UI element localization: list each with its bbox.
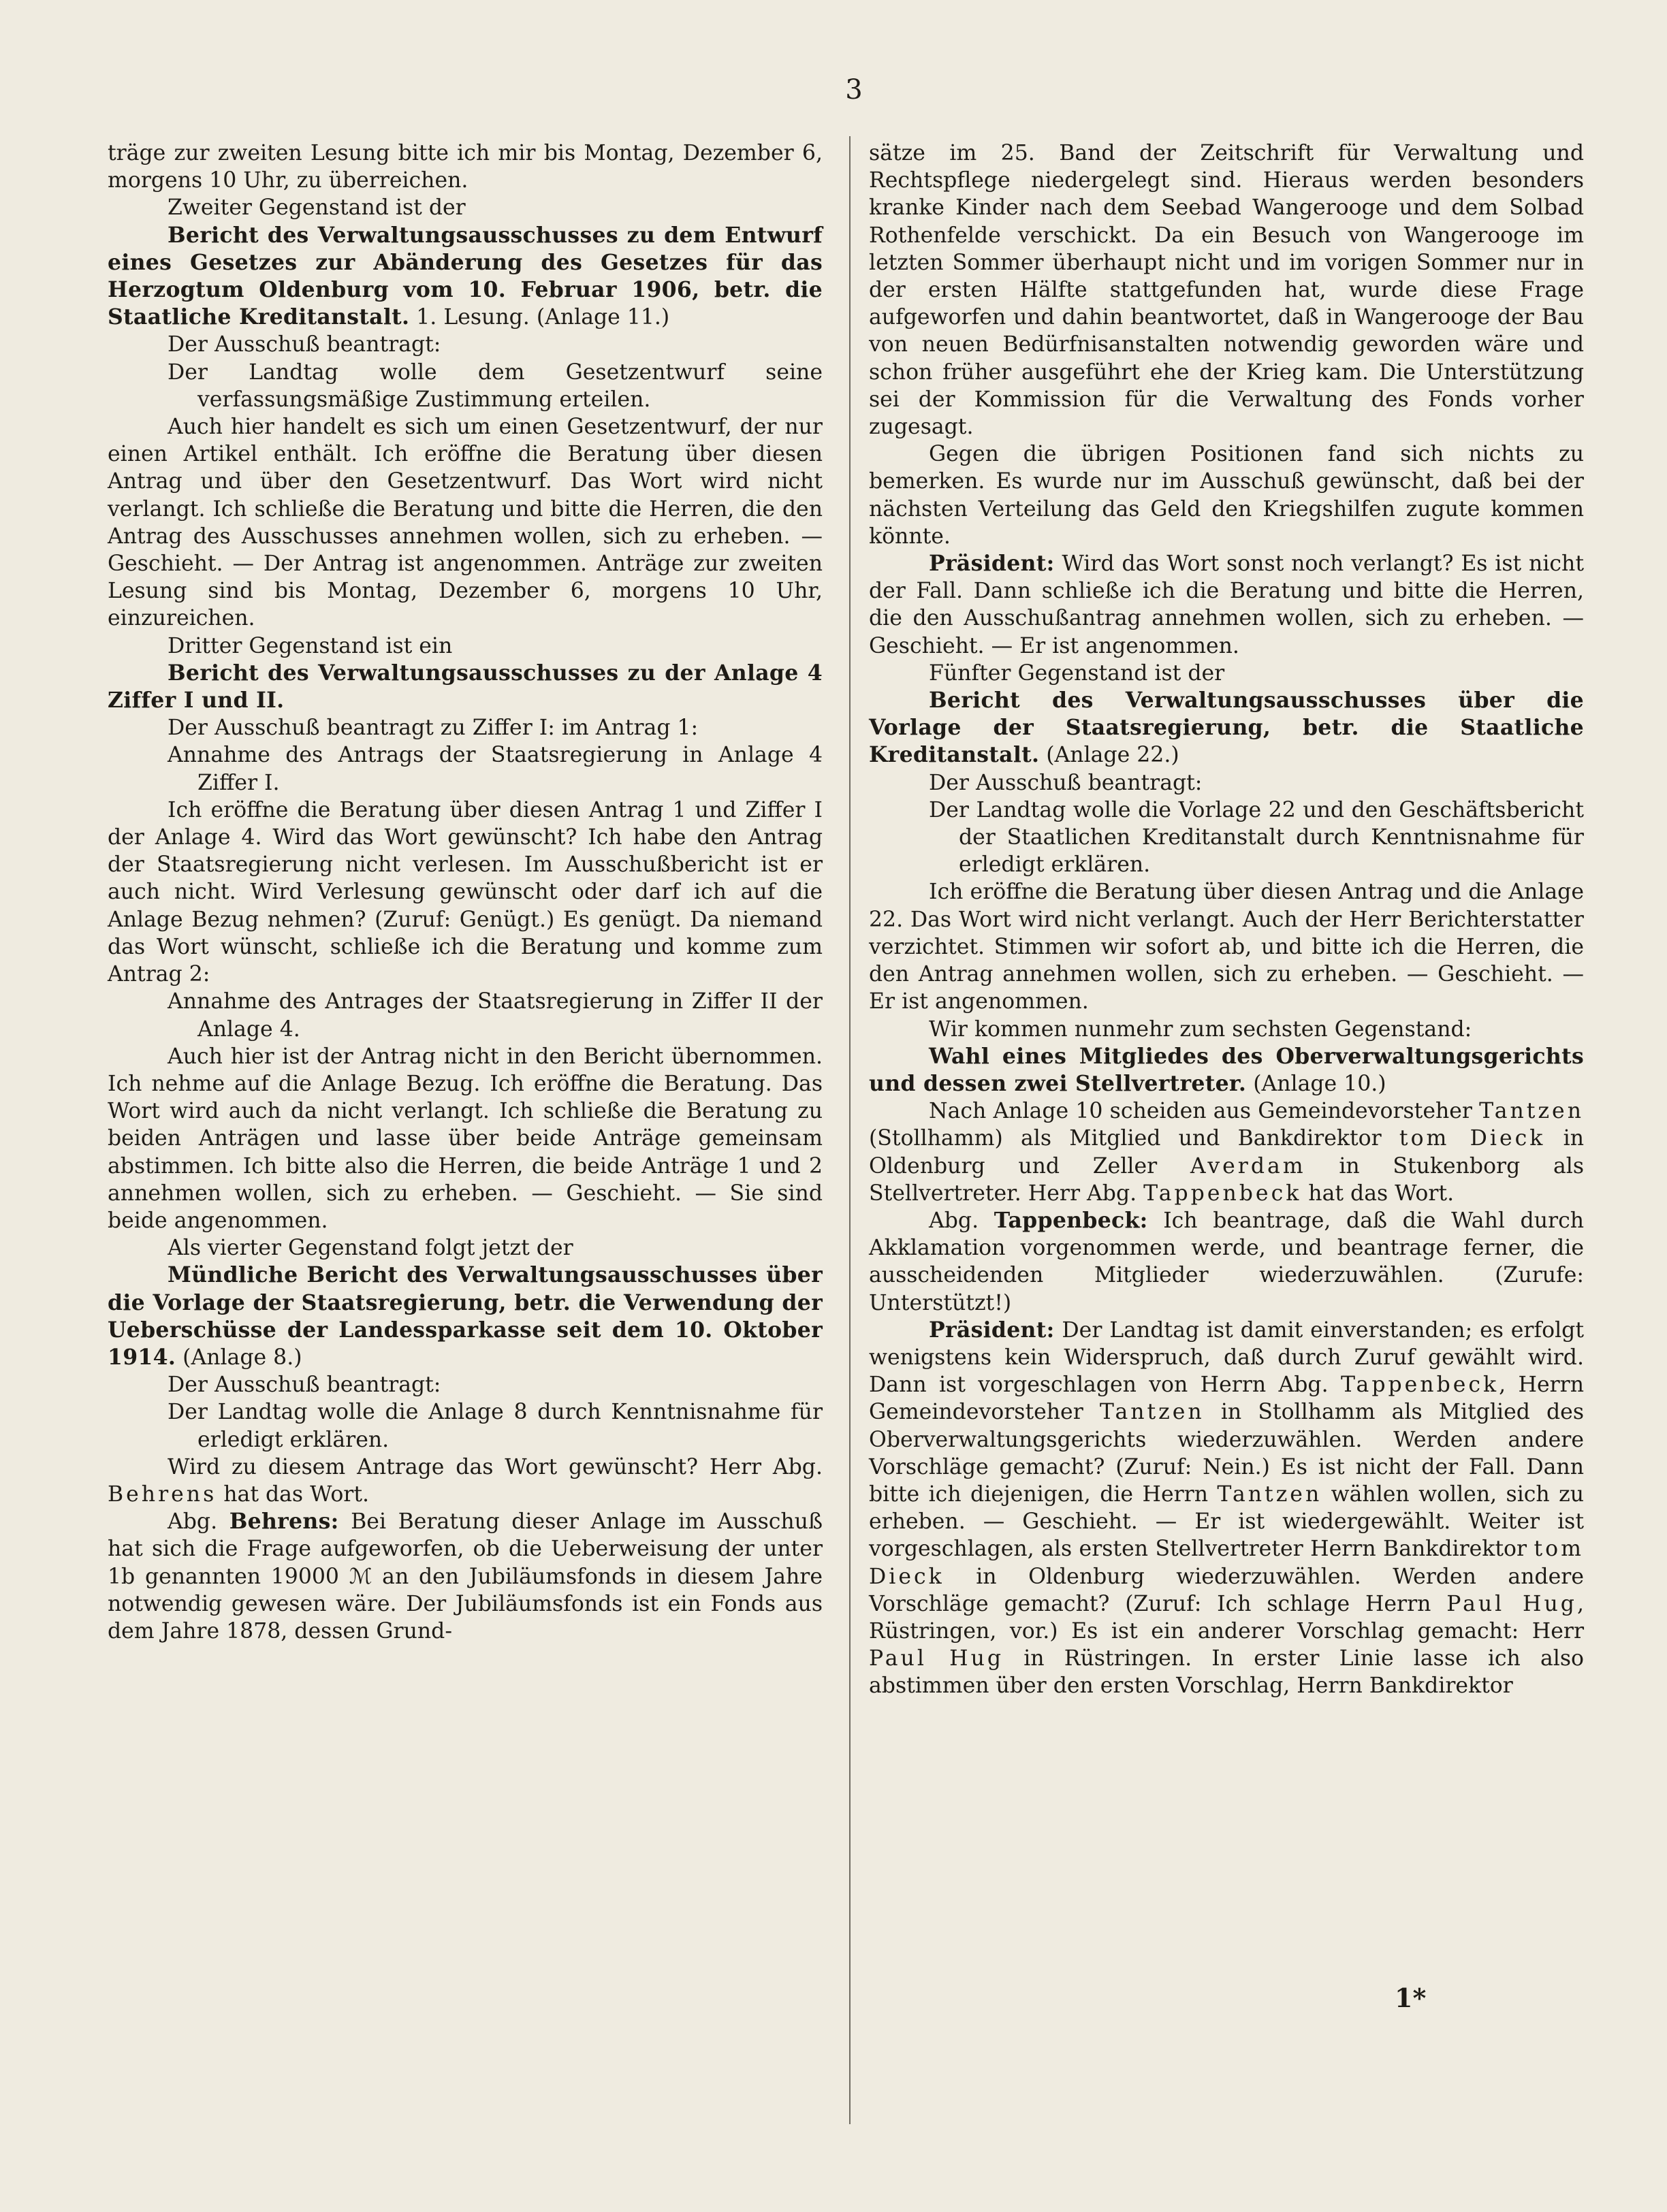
signature-mark: 1* — [1395, 1983, 1427, 2013]
right-paragraph: Gegen die übrigen Positionen fand sich nichts zu bemerken. Es wurde nur im Ausschuß gewünscht, daß bei der nächsten Verteilung das Geld den Kriegshilfen zugute kommen könnte. — [869, 442, 1584, 549]
right-paragraph: Der Landtag wolle die Vorlage 22 und den Geschäftsbericht der Staatlichen Kreditanstalt durch Kenntnisnahme für erledigt erklären. — [929, 797, 1584, 878]
left-paragraph: träge zur zweiten Lesung bitte ich mir bis Montag, Dezember 6, morgens 10 Uhr, zu überreichen. — [108, 141, 823, 193]
left-paragraph: Auch hier ist der Antrag nicht in den Bericht übernommen. Ich nehme auf die Anlage Bezug. Ich eröffne die Beratung. Das Wort wird auch da nicht verlangt. Ich schließe die Beratung zu beiden Anträgen und lasse über beide Anträge gemeinsam abstimmen. Ich bitte also die Herren, die beide Anträge 1 und 2 annehmen wollen, sich zu erheben. — Geschieht. — Sie sind beide angenommen. — [108, 1044, 823, 1233]
right-paragraph: Abg. Tappenbeck: Ich beantrage, daß die Wahl durch Akklamation vorgenommen werde, und beantrage ferner, die ausscheidenden Mitglieder wiederzuwählen. (Zurufe: Unterstützt!) — [869, 1207, 1584, 1315]
left-paragraph: Der Landtag wolle dem Gesetzentwurf seine verfassungsmäßige Zustimmung erteilen. — [168, 359, 823, 412]
left-paragraph: Auch hier handelt es sich um einen Gesetzentwurf, der nur einen Artikel enthält. Ich eröffne die Beratung über diesen Antrag und über den Gesetzentwurf. Das Wort wird nicht verlangt. Ich schließe die Beratung und bitte die Herren, die den Antrag des Ausschusses annehmen wollen, sich zu erheben. — Geschieht. — Der Antrag ist angenommen. Anträge zur zweiten Lesung sind bis Montag, Dezember 6, morgens 10 Uhr, einzureichen. — [108, 415, 823, 631]
right-paragraph: Wir kommen nunmehr zum sechsten Gegenstand: — [929, 1016, 1472, 1042]
left-paragraph: Der Ausschuß beantragt zu Ziffer I: im Antrag 1: — [168, 716, 699, 741]
left-paragraph: Annahme des Antrags der Staatsregierung in Anlage 4 Ziffer I. — [168, 743, 823, 795]
left-paragraph: Bericht des Verwaltungsausschusses zu dem Entwurf eines Gesetzes zur Abänderung des Gesetzes für das Herzogtum Oldenburg vom 10. Februar 1906, betr. die Staatliche Kreditanstalt. 1. Lesung. (Anlage 11.) — [108, 222, 823, 330]
left-paragraph: Als vierter Gegenstand folgt jetzt der — [168, 1236, 573, 1261]
right-paragraph: Wahl eines Mitgliedes des Oberverwaltungsgerichts und dessen zwei Stellvertreter. (Anlage 10.) — [869, 1043, 1584, 1096]
left-paragraph: Annahme des Antrages der Staatsregierung in Ziffer II der Anlage 4. — [168, 989, 823, 1042]
right-paragraph: Fünfter Gegenstand ist der — [929, 660, 1225, 686]
left-paragraph: Bericht des Verwaltungsausschusses zu der Anlage 4 Ziffer I und II. — [108, 660, 823, 714]
right-paragraph: sätze im 25. Band der Zeitschrift für Verwaltung und Rechtspflege niedergelegt sind. Hieraus werden besonders kranke Kinder nach dem Seebad Wangerooge und dem Solbad Rothenfelde verschickt. Da ein Besuch von Wangerooge im letzten Sommer überhaupt nicht und im vorigen Sommer nur in der ersten Hälfte stattgefunden hat, wurde diese Frage aufgeworfen und dahin beantwortet, daß in Wangerooge der Bau von neuen Bedürfnisanstalten notwendig geworden wäre und schon früher ausgeführt ehe der Krieg kam. Die Unterstützung sei der Kommission für die Verwaltung des Fonds vorher zugesagt. — [869, 141, 1584, 440]
column-divider — [849, 136, 851, 2124]
left-paragraph: Ich eröffne die Beratung über diesen Antrag 1 und Ziffer I der Anlage 4. Wird das Wort gewünscht? Ich habe den Antrag der Staatsregierung nicht verlesen. Im Ausschußbericht ist er auch nicht. Wird Verlesung gewünscht oder darf ich auf die Anlage Bezug nehmen? (Zuruf: Genügt.) Es genügt. Da niemand das Wort wünscht, schließe ich die Beratung und komme zum Antrag 2: — [108, 797, 823, 987]
right-paragraph: Bericht des Verwaltungsausschusses über die Vorlage der Staatsregierung, betr. die Staatliche Kreditanstalt. (Anlage 22.) — [869, 688, 1584, 768]
page-number: 3 — [845, 74, 863, 106]
right-paragraph: Ich eröffne die Beratung über diesen Antrag und die Anlage 22. Das Wort wird nicht verlangt. Auch der Herr Berichterstatter verzichtet. Stimmen wir sofort ab, und bitte ich die Herren, die den Antrag annehmen wollen, sich zu erheben. — Geschieht. — Er ist angenommen. — [869, 880, 1584, 1014]
right-column — [869, 140, 1584, 1700]
left-paragraph: Wird zu diesem Antrage das Wort gewünscht? Herr Abg. Behrens hat das Wort. — [108, 1454, 823, 1507]
left-paragraph: Der Ausschuß beantragt: — [168, 332, 441, 357]
left-paragraph: Mündliche Bericht des Verwaltungsausschusses über die Vorlage der Staatsregierung, betr. die Verwendung der Ueberschüsse der Landessparkasse seit dem 10. Oktober 1914. (Anlage 8.) — [108, 1262, 823, 1370]
left-paragraph: Zweiter Gegenstand ist der — [168, 195, 466, 221]
left-paragraph: Der Landtag wolle die Anlage 8 durch Kenntnisnahme für erledigt erklären. — [168, 1400, 823, 1452]
right-paragraph: Präsident: Der Landtag ist damit einverstanden; es erfolgt wenigstens kein Widerspruch, daß durch Zuruf gewählt wird. Dann ist vorgeschlagen von Herrn Abg. Tappenbeck, Herrn Gemeindevorsteher Tantzen in Stollhamm als Mitglied des Oberverwaltungsgerichts wiederzuwählen. Werden andere Vorschläge gemacht? (Zuruf: Nein.) Es ist nicht der Fall. Dann bitte ich diejenigen, die Herrn Tantzen wählen wollen, sich zu erheben. — Geschieht. — Er ist wiedergewählt. Weiter ist vorgeschlagen, als ersten Stellvertreter Herrn Bankdirektor tom Dieck in Oldenburg wiederzuwählen. Werden andere Vorschläge gemacht? (Zuruf: Ich schlage Herrn Paul Hug, Rüstringen, vor.) Es ist ein anderer Vorschlag gemacht: Herr Paul Hug in Rüstringen. In erster Linie lasse ich also abstimmen über den ersten Vorschlag, Herrn Bankdirektor — [869, 1317, 1585, 1699]
right-paragraph: Präsident: Wird das Wort sonst noch verlangt? Es ist nicht der Fall. Dann schließe ich die Beratung und bitte die Herren, die den Ausschußantrag annehmen wollen, sich zu erheben. — Geschieht. — Er ist angenommen. — [869, 551, 1584, 658]
left-paragraph: Abg. Behrens: Bei Beratung dieser Anlage im Ausschuß hat sich die Frage aufgeworfen, ob die Ueberweisung der unter 1b genannten 19000 ℳ an den Jubiläumsfonds in diesem Jahre notwendig gewesen wäre. Der Jubiläumsfonds ist ein Fonds aus dem Jahre 1878, dessen Grund- — [108, 1509, 823, 1644]
left-paragraph: Der Ausschuß beantragt: — [168, 1373, 441, 1398]
left-paragraph: Dritter Gegenstand ist ein — [168, 633, 453, 658]
right-paragraph: Nach Anlage 10 scheiden aus Gemeindevorsteher Tantzen (Stollhamm) als Mitglied und Bankdirektor tom Dieck in Oldenburg und Zeller Averdam in Stukenborg als Stellvertreter. Herr Abg. Tappenbeck hat das Wort. — [869, 1099, 1584, 1206]
left-column — [108, 140, 823, 1645]
right-paragraph: Der Ausschuß beantragt: — [929, 770, 1203, 795]
